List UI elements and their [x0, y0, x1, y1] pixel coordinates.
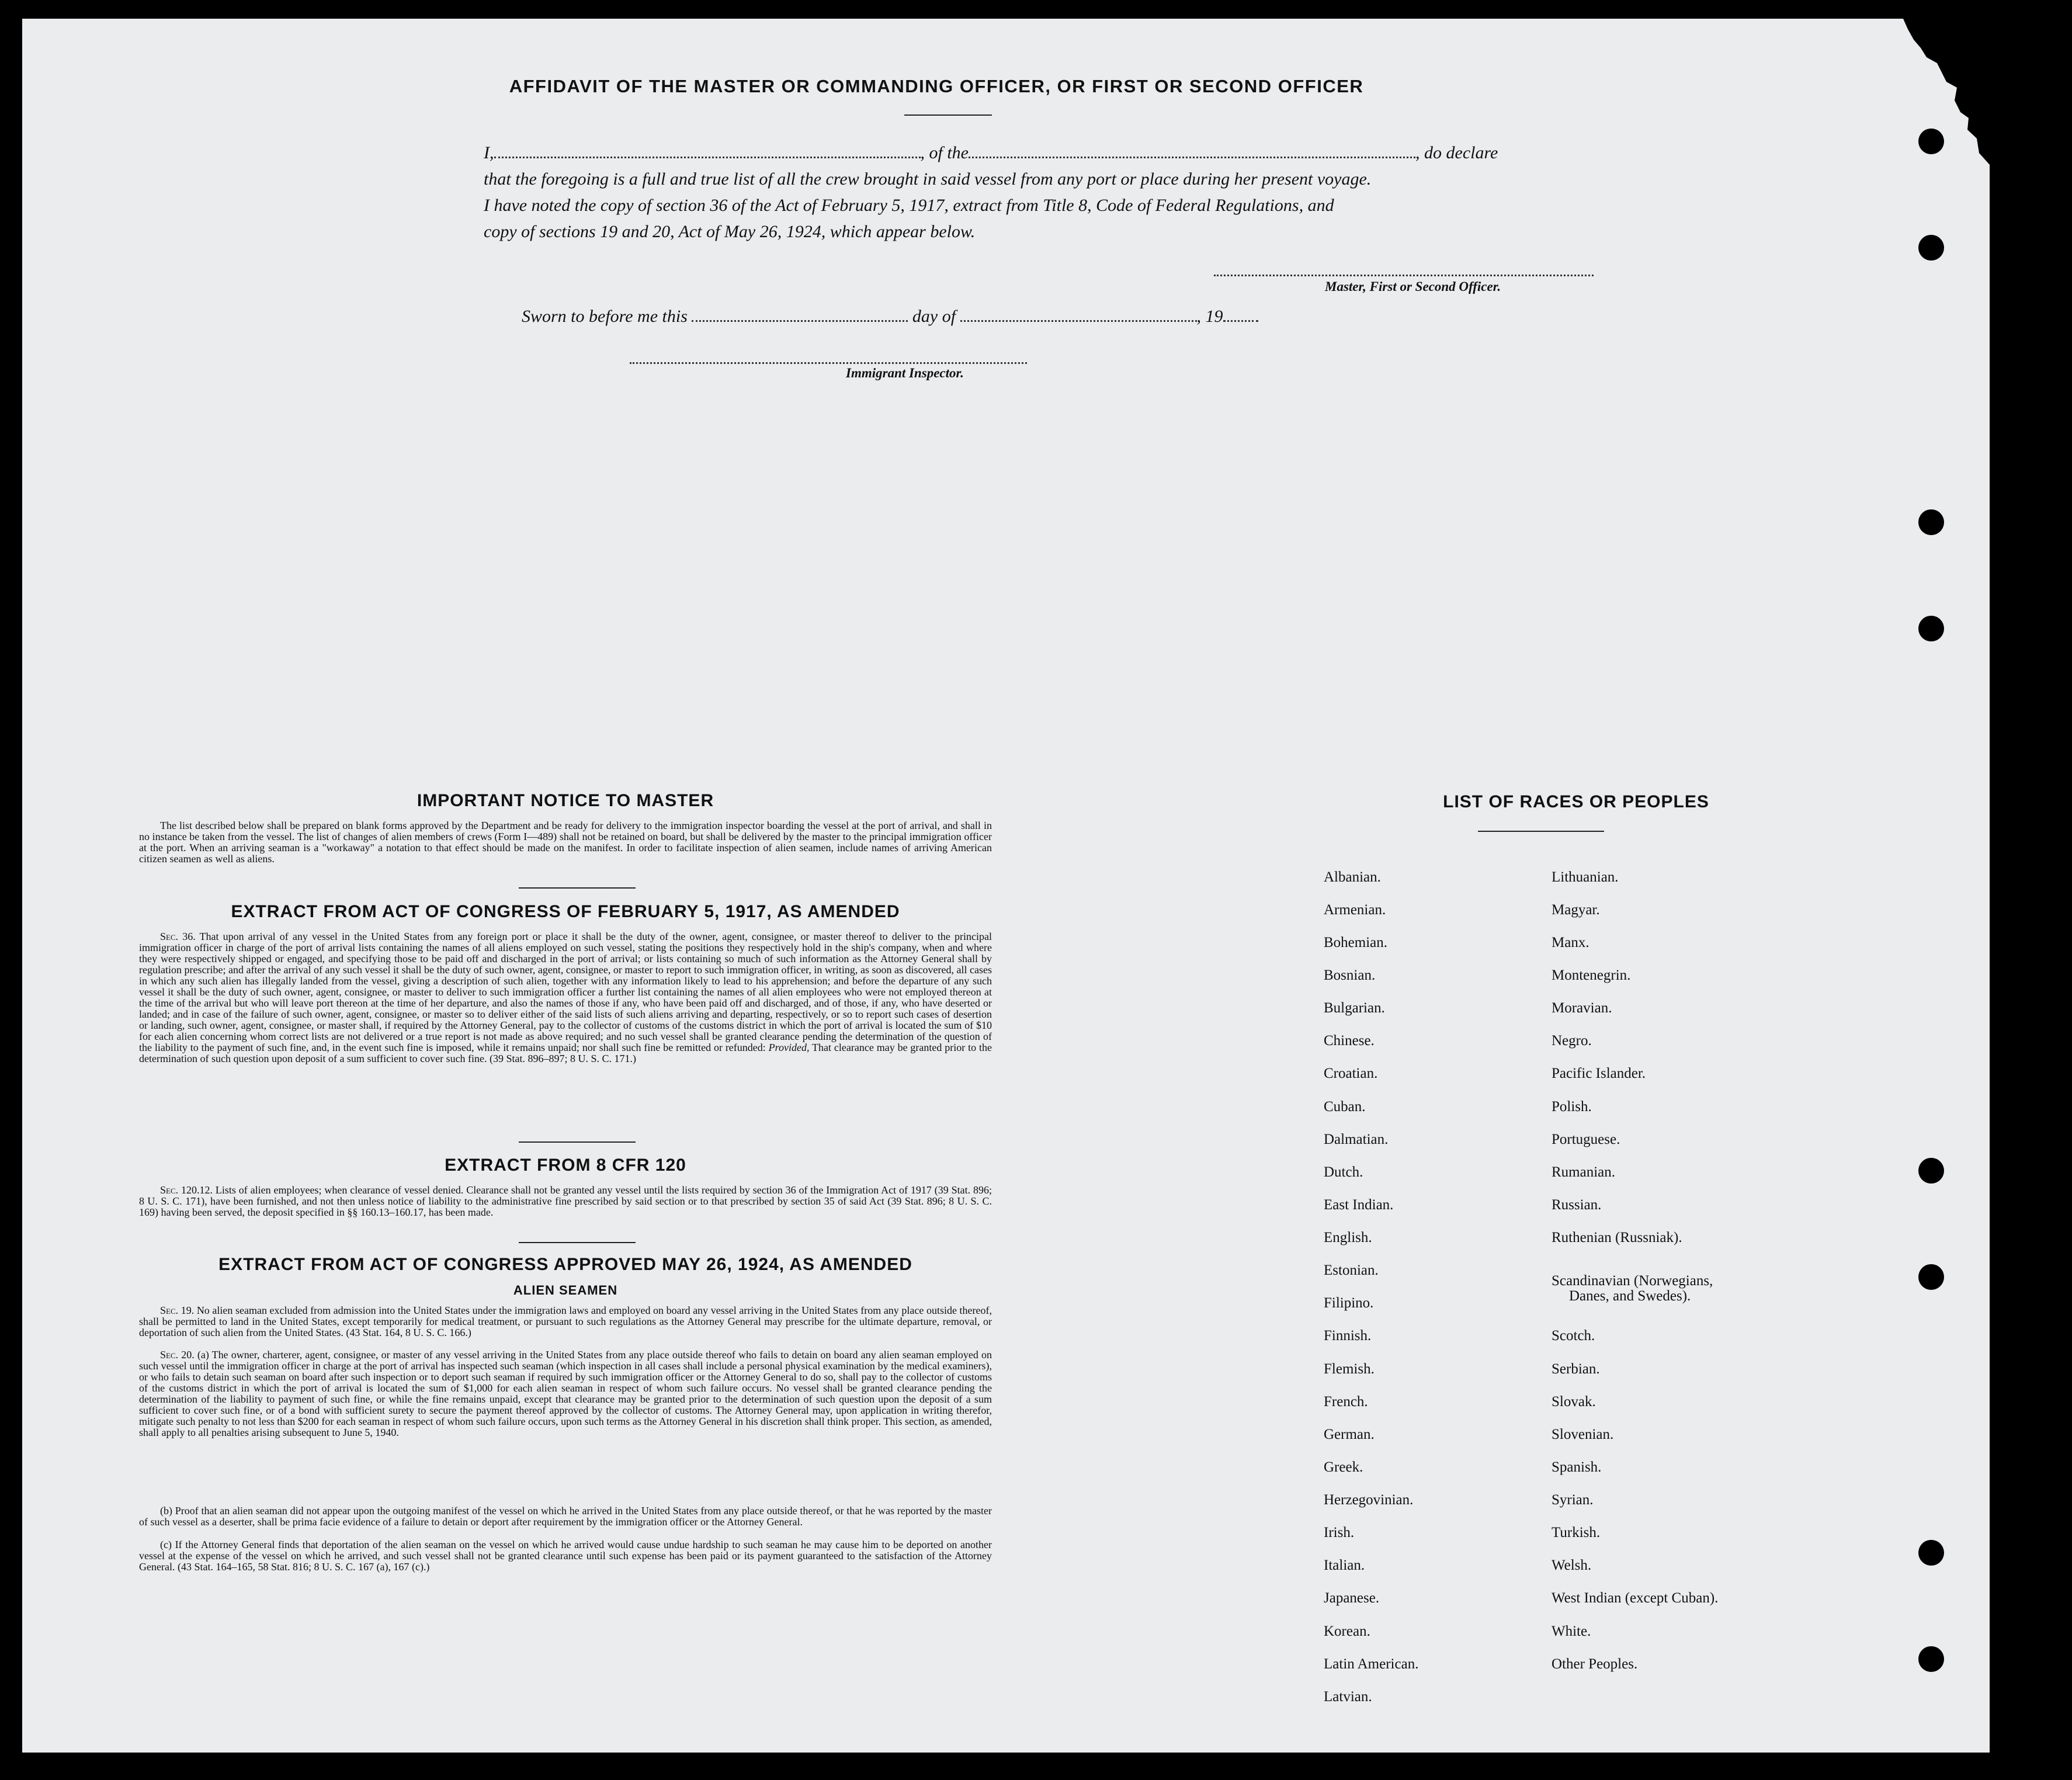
race-item: Lithuanian.: [1552, 869, 1619, 885]
notice-text: The list described below shall be prepared on blank forms approved by the Department and be ready for delivery to the immigration inspector boarding the vessel at the port of arrival, and shall in no instance be taken from the vessel. The list of changes of alien members of crews (Form I—489) shall not be retained on board, but shall be delivered by the master to the principal immigration officer at the port. When an arriving seaman is a "workaway" a notation to that effect should be made on the manifest. In order to facilitate inspection of alien seamen, include names of arriving American citizen seamen as well as aliens.: [139, 820, 992, 865]
month-field[interactable]: [960, 320, 1197, 322]
race-item: Bulgarian.: [1324, 1000, 1385, 1016]
race-item: Rumanian.: [1552, 1164, 1616, 1180]
race-item: East Indian.: [1324, 1197, 1394, 1213]
punch-hole: [1918, 1646, 1944, 1672]
race-item: Flemish.: [1324, 1361, 1375, 1377]
race-item: Welsh.: [1552, 1557, 1592, 1573]
race-item: Portuguese.: [1552, 1132, 1620, 1147]
race-item: Polish.: [1552, 1099, 1592, 1115]
race-item: Dalmatian.: [1324, 1132, 1389, 1147]
divider: [904, 114, 992, 116]
affidavit-line-2: that the foregoing is a full and true list of all the crew brought in said vessel from any port or place during her present voyage.: [484, 169, 1372, 189]
notice-title: IMPORTANT NOTICE TO MASTER: [417, 791, 714, 810]
race-item: Montenegrin.: [1552, 967, 1631, 983]
race-item: Bohemian.: [1324, 935, 1388, 950]
master-caption: Master, First or Second Officer.: [1325, 279, 1501, 294]
race-item: Danes, and Swedes).: [1569, 1288, 1691, 1304]
day-field[interactable]: [692, 320, 908, 322]
punch-hole: [1918, 1540, 1944, 1566]
race-item: French.: [1324, 1394, 1368, 1410]
sworn-line: Sworn to before me this day of , 19: [522, 306, 1632, 327]
race-item: Irish.: [1324, 1525, 1355, 1540]
punch-hole: [1918, 616, 1944, 641]
extract-1924-title: EXTRACT FROM ACT OF CONGRESS APPROVED MAY 26, 1924, AS AMENDED: [218, 1255, 912, 1274]
extract-cfr-title: EXTRACT FROM 8 CFR 120: [445, 1156, 686, 1175]
divider: [1478, 831, 1604, 832]
punch-hole: [1918, 235, 1944, 261]
race-item: Croatian.: [1324, 1066, 1378, 1081]
affidavit-line-1: I, , of the , do declare: [484, 143, 1498, 162]
affidavit-title: AFFIDAVIT OF THE MASTER OR COMMANDING OFFICER, OR FIRST OR SECOND OFFICER: [509, 76, 1364, 96]
race-item: Latin American.: [1324, 1656, 1419, 1672]
race-item: Ruthenian (Russniak).: [1552, 1230, 1682, 1245]
sec-19-text: Sec. 19. No alien seaman excluded from admission into the United States under the immigration laws and employed on board any vessel arriving in the United States from any place outside thereof, shall be permitted to land in the United States, except temporarily for medical treatment, or pursuant to such regulations as the Attorney General may prescribe for the ultimate departure, removal, or deportation of such alien from the United States. (43 Stat. 164, 8 U. S. C. 166.): [139, 1304, 992, 1338]
race-item: Scotch.: [1552, 1328, 1595, 1344]
race-item: Armenian.: [1324, 902, 1386, 918]
race-item: Syrian.: [1552, 1492, 1594, 1508]
master-signature-line[interactable]: [1214, 275, 1594, 276]
race-item: Slovak.: [1552, 1394, 1596, 1410]
race-item: Herzegovinian.: [1324, 1492, 1414, 1508]
race-item: Albanian.: [1324, 869, 1381, 885]
punch-hole: [1918, 1158, 1944, 1184]
race-item: White.: [1552, 1623, 1591, 1639]
race-item: Greek.: [1324, 1459, 1363, 1475]
extract-cfr-text: Sec. 120.12. Lists of alien employees; when clearance of vessel denied. Clearance shall not be granted any vessel until the lists required by section 36 of the Immigration Act of 1917 (39 Stat. 896; 8 U. S. C. 171), have been furnished, and not then unless notice of liability to the administrative fine prescribed by said section or to that prescribed by section 35 of said Act (39 Stat. 896; 8 U. S. C. 169) having been served, the deposit specified in §§ 160.13–160.17, has been made.: [139, 1184, 992, 1218]
alien-seamen-subtitle: ALIEN SEAMEN: [513, 1283, 618, 1297]
divider: [519, 887, 636, 889]
race-item: Slovenian.: [1552, 1427, 1614, 1442]
race-item: Manx.: [1552, 935, 1589, 950]
race-item: Magyar.: [1552, 902, 1600, 918]
affidavit-line-4: copy of sections 19 and 20, Act of May 26, 1924, which appear below.: [484, 222, 976, 241]
inspector-signature-line[interactable]: [630, 362, 1027, 364]
race-item: Spanish.: [1552, 1459, 1602, 1475]
extract-1917-title: EXTRACT FROM ACT OF CONGRESS OF FEBRUARY 5, 1917, AS AMENDED: [231, 902, 900, 921]
divider: [519, 1141, 636, 1143]
race-item: Bosnian.: [1324, 967, 1376, 983]
sec-20a-text: Sec. 20. (a) The owner, charterer, agent, consignee, or master of any vessel arriving in the United States from any place outside thereof who fails to detain on board any alien seaman employed on such vessel until the immigration officer in charge at the port of arrival has inspected such seaman (which inspection in all cases shall include a personal physical examination by the medical examiners), or who fails to detain such seaman on board after such inspection or to deport such seaman if required by such immigration officer or the Attorney General to do so, shall pay to the collector of customs of the customs district in which the port of arrival is located the sum of $1,000 for each alien seaman in respect of whom such failure occurs. No vessel shall be granted clearance pending the determination of the liability to payment of such fine, or while the fine remains unpaid, except that clearance may be granted prior to the determination of such question upon the deposit of a sum sufficient to cover such fine, or of a bond with sufficient surety to secure the payment thereof approved by the collector of customs. The Attorney General may, upon application in writing therefor, mitigate such penalty to not less than $200 for each seaman in respect of whom such failure occurs, upon such terms as the Attorney General in his discretion shall think proper. This section, as amended, shall apply to all penalties arising subsequent to June 5, 1940.: [139, 1349, 992, 1438]
race-item: Chinese.: [1324, 1033, 1375, 1049]
inspector-caption: Immigrant Inspector.: [846, 366, 964, 380]
race-item: Dutch.: [1324, 1164, 1363, 1180]
sec-20b-text: (b) Proof that an alien seaman did not appear upon the outgoing manifest of the vessel on which he arrived in the United States from any place outside thereof, or that he was reported by the master of such vessel as a deserter, shall be prima facie evidence of a failure to detain or deport after requirement by the immigration officer or the Attorney General.: [139, 1505, 992, 1528]
race-item: Japanese.: [1324, 1590, 1380, 1606]
affidavit-line-3: I have noted the copy of section 36 of the Act of February 5, 1917, extract from Title 8, Code of Federal Regulations, and: [484, 196, 1334, 215]
race-item: Pacific Islander.: [1552, 1066, 1646, 1081]
year-field[interactable]: [1223, 320, 1258, 322]
punch-hole: [1918, 1264, 1944, 1290]
torn-corner: [1903, 19, 1990, 165]
race-item: Other Peoples.: [1552, 1656, 1638, 1672]
divider: [519, 1242, 636, 1243]
race-item: Turkish.: [1552, 1525, 1601, 1540]
punch-hole: [1918, 509, 1944, 535]
race-item: Moravian.: [1552, 1000, 1612, 1016]
race-item: Negro.: [1552, 1033, 1592, 1049]
sec-20c-text: (c) If the Attorney General finds that deportation of the alien seaman on the vessel on which he arrived would cause undue hardship to such seaman he may cause him to be deported on another vessel at the expense of the vessel on which he arrived, and such vessel shall not be granted clearance until such expense has been paid or its payment guaranteed to the satisfaction of the Attorney General. (43 Stat. 164–165, 58 Stat. 816; 8 U. S. C. 167 (a), 167 (c).): [139, 1539, 992, 1573]
extract-1917-text: Sec. 36. That upon arrival of any vessel in the United States from any foreign port or place it shall be the duty of the owner, agent, consignee, or master thereof to deliver to the principal immigration officer in charge of the port of arrival lists containing the names of all aliens employed on such vessel, stating the positions they respectively hold in the ship's company, when and where they were respectively shipped or engaged, and specifying those to be paid off and discharged in the port of arrival; or lists containing so much of such information as the Attorney General shall by regulation prescribe; and after the arrival of any such vessel it shall be the duty of such owner, agent, consignee, or master to report to such immigration officer, in writing, as soon as discovered, all cases in which any such alien has illegally landed from the vessel, giving a description of such alien, together with any information likely to lead to his apprehension; and before the departure of any such vessel it shall be the duty of such owner, agent, consignee, or master to deliver to such immigration officer a further list containing the names of all alien employees who were not employed thereon at the time of the arrival but who will leave port thereon at the time of her departure, and also the names of those if any, who have been paid off and discharged, and of those, if any, who have deserted or landed; and in case of the failure of such owner, agent, consignee, or master so to deliver either of the said lists of such aliens arriving and departing, respectively, or so to report such cases of desertion or landing, such owner, agent, consignee, or master shall, if required by the Attorney General, pay to the collector of customs of the customs district in which the port of arrival is located the sum of $10 for each alien concerning whom correct lists are not delivered or a true report is not made as above required; and no such vessel shall be granted clearance pending the determination of the question of the liability to the payment of such fine, and, in the event such fine is imposed, while it remains unpaid; nor shall such fine be remitted or refunded: Provided, That clearance may be granted prior to the determination of such question upon deposit of a sum sufficient to cover such fine. (39 Stat. 896–897; 8 U. S. C. 171.): [139, 931, 992, 1064]
form-page: [22, 19, 1990, 1753]
race-item: German.: [1324, 1427, 1375, 1442]
punch-hole: [1918, 129, 1944, 154]
race-item: Cuban.: [1324, 1099, 1366, 1115]
race-item: Scandinavian (Norwegians,: [1552, 1273, 1713, 1289]
race-item: Russian.: [1552, 1197, 1602, 1213]
race-item: Finnish.: [1324, 1328, 1372, 1344]
races-title: LIST OF RACES OR PEOPLES: [1443, 792, 1709, 811]
race-item: Korean.: [1324, 1623, 1370, 1639]
race-item: Serbian.: [1552, 1361, 1600, 1377]
race-item: Estonian.: [1324, 1262, 1379, 1278]
race-item: English.: [1324, 1230, 1372, 1245]
race-item: West Indian (except Cuban).: [1552, 1590, 1719, 1606]
race-item: Latvian.: [1324, 1689, 1372, 1705]
name-field[interactable]: [494, 157, 921, 158]
race-item: Italian.: [1324, 1557, 1365, 1573]
vessel-field[interactable]: [969, 157, 1415, 158]
race-item: Filipino.: [1324, 1295, 1374, 1311]
